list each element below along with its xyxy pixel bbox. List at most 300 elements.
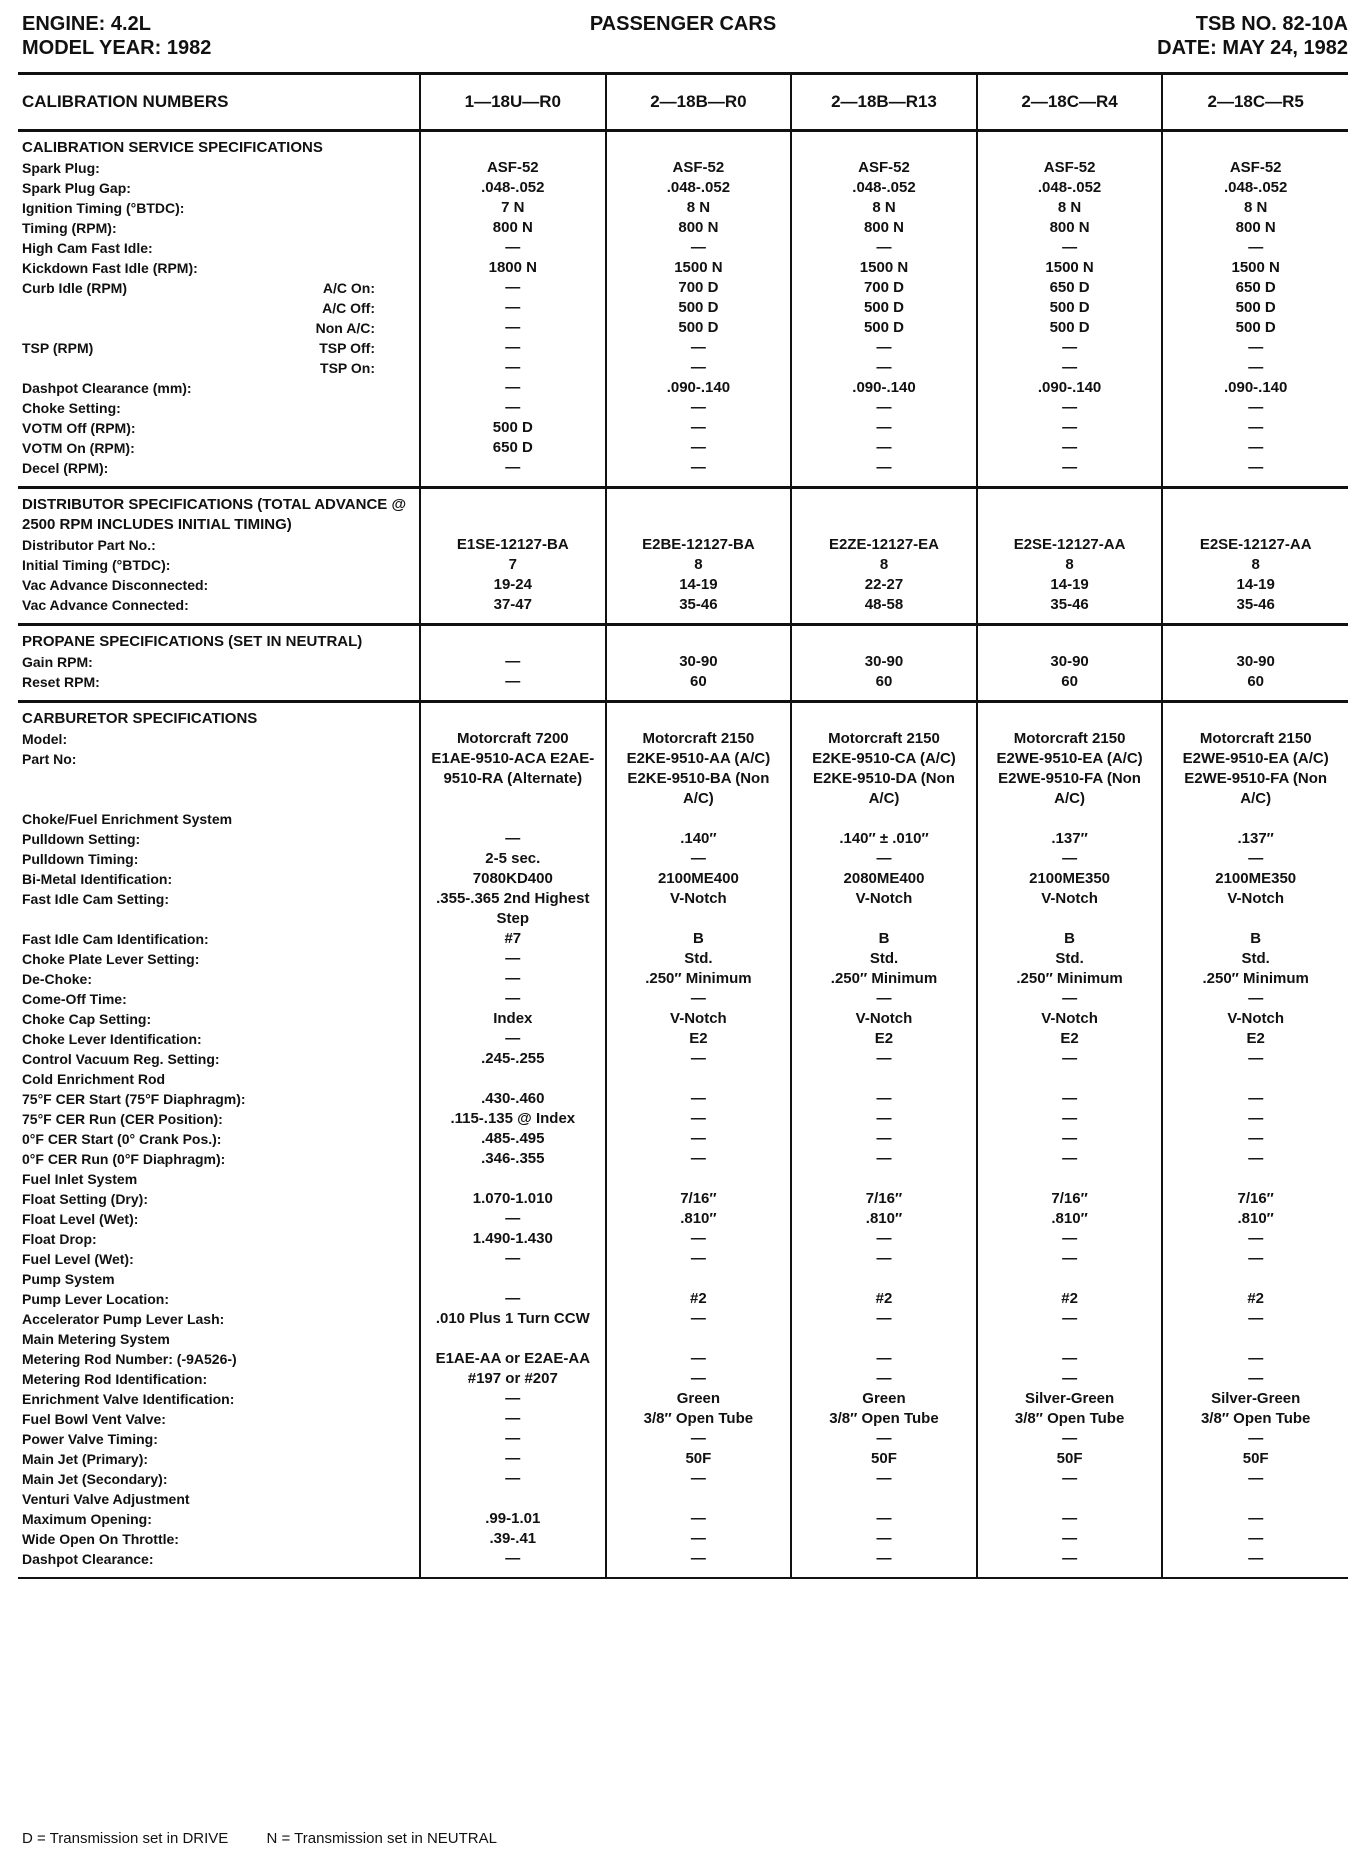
column-heading: 2—18C—R5 — [1162, 74, 1348, 131]
spacer-cell — [606, 478, 792, 488]
cell-value: — — [876, 439, 892, 456]
value-cell — [977, 889, 1163, 929]
row-label: Pump Lever Location: — [22, 1291, 170, 1307]
cell-value: — — [690, 1470, 706, 1487]
table-row — [18, 158, 1348, 178]
table-row — [18, 218, 1348, 238]
table-row — [18, 298, 1348, 318]
value-cell — [977, 358, 1163, 378]
group-row — [18, 1269, 1348, 1289]
value-cell — [606, 158, 792, 178]
row-label-cell — [18, 889, 420, 929]
spacer-cell — [977, 1569, 1163, 1578]
table-row — [18, 829, 1348, 849]
tsb-info — [1157, 12, 1348, 60]
cell-value: — — [690, 419, 706, 436]
spacer-cell — [977, 692, 1163, 702]
spacer-cell — [18, 692, 420, 702]
value-cell — [606, 178, 792, 198]
spacer-cell — [1162, 1569, 1348, 1578]
spacer-cell — [606, 1569, 792, 1578]
row-sublabel — [375, 1309, 415, 1329]
table-row — [18, 672, 1348, 692]
value-cell — [977, 1209, 1163, 1229]
value-cell — [420, 929, 606, 949]
row-label-cell — [18, 1209, 420, 1229]
table-row — [18, 949, 1348, 969]
group-title: Choke/Fuel Enrichment System — [22, 811, 233, 827]
value-cell — [420, 1449, 606, 1469]
cell-value: Motorcraft 7200 — [456, 730, 569, 747]
value-cell — [791, 672, 977, 692]
row-label: Fast Idle Cam Identification: — [22, 931, 209, 947]
cell-value: — — [690, 1090, 706, 1107]
cell-value: — — [1248, 1050, 1264, 1067]
cell-value: — — [505, 399, 521, 416]
column-heading: 1—18U—R0 — [420, 74, 606, 131]
cell-value: — — [505, 1210, 521, 1227]
row-sublabel — [375, 969, 415, 989]
cell-value: — — [505, 359, 521, 376]
value-cell — [606, 1109, 792, 1129]
row-label-cell — [18, 1429, 420, 1449]
cell-value: .810″ — [680, 1210, 717, 1227]
spacer-cell — [791, 1069, 977, 1089]
cell-value: — — [1248, 1430, 1264, 1447]
row-label: Main Jet (Primary): — [22, 1451, 149, 1467]
cell-value: V-Notch — [855, 1010, 913, 1027]
cell-value: 500 D — [1049, 319, 1090, 336]
value-cell — [1162, 398, 1348, 418]
value-cell — [791, 318, 977, 338]
spacer-cell — [606, 1329, 792, 1349]
tsb-number: TSB NO. 82-10A — [1195, 13, 1348, 35]
value-cell — [1162, 1289, 1348, 1309]
row-sublabel — [375, 1529, 415, 1549]
column-heading: 2—18B—R13 — [791, 74, 977, 131]
cell-value: Std. — [869, 950, 899, 967]
row-label: 0°F CER Run (0°F Diaphragm): — [22, 1151, 226, 1167]
cell-value: .048-.052 — [666, 179, 731, 196]
cell-value: — — [1248, 1550, 1264, 1567]
row-sublabel — [375, 378, 415, 398]
tsb-date: DATE: MAY 24, 1982 — [1157, 37, 1348, 59]
group-row — [18, 1069, 1348, 1089]
table-row — [18, 1309, 1348, 1329]
group-row — [18, 809, 1348, 829]
value-cell — [977, 1249, 1163, 1269]
spacer-cell — [420, 1069, 606, 1089]
cell-value: — — [876, 1050, 892, 1067]
spacer-cell — [791, 1489, 977, 1509]
value-cell — [791, 1249, 977, 1269]
value-cell — [1162, 218, 1348, 238]
row-label-cell — [18, 318, 420, 338]
value-cell — [606, 318, 792, 338]
section-title: PROPANE SPECIFICATIONS (SET IN NEUTRAL) — [18, 625, 420, 653]
cell-value: #197 or #207 — [467, 1370, 558, 1387]
cell-value: 37-47 — [493, 596, 532, 613]
cell-value: 30-90 — [864, 653, 904, 670]
cell-value: — — [1062, 850, 1078, 867]
row-label-cell — [18, 575, 420, 595]
row-sublabel — [375, 178, 415, 198]
cell-value: — — [876, 359, 892, 376]
row-sublabel: A/C On: — [322, 280, 375, 296]
value-cell — [420, 1529, 606, 1549]
value-cell — [791, 729, 977, 749]
value-cell — [606, 1129, 792, 1149]
value-cell — [606, 1409, 792, 1429]
row-label: 75°F CER Start (75°F Diaphragm): — [22, 1091, 246, 1107]
row-label: Reset RPM: — [22, 674, 100, 690]
value-cell — [791, 869, 977, 889]
row-label: De-Choke: — [22, 971, 93, 987]
value-cell — [1162, 949, 1348, 969]
row-sublabel — [375, 1009, 415, 1029]
row-label-cell — [18, 1089, 420, 1109]
section-title: DISTRIBUTOR SPECIFICATIONS (TOTAL ADVANCE @ 2500 RPM INCLUDES INITIAL TIMING) — [18, 488, 420, 536]
cell-value: 7/16″ — [680, 1190, 717, 1207]
row-label: Choke Cap Setting: — [22, 1011, 152, 1027]
cell-value: 800 N — [1049, 219, 1090, 236]
row-label-cell — [18, 1549, 420, 1569]
row-label: Pulldown Setting: — [22, 831, 141, 847]
value-cell — [1162, 1429, 1348, 1449]
value-cell — [791, 1109, 977, 1129]
spacer-cell — [18, 615, 420, 625]
table-row — [18, 849, 1348, 869]
value-cell — [791, 969, 977, 989]
cell-value: 2100ME400 — [657, 870, 739, 887]
cell-value: 650 D — [1049, 279, 1090, 296]
value-cell — [420, 1509, 606, 1529]
cell-value: — — [1062, 1110, 1078, 1127]
cell-value: B — [878, 930, 890, 947]
row-sublabel — [375, 535, 415, 555]
row-sublabel — [375, 949, 415, 969]
value-cell — [977, 1389, 1163, 1409]
value-cell — [1162, 969, 1348, 989]
value-cell — [420, 555, 606, 575]
row-sublabel — [375, 652, 415, 672]
value-cell — [791, 238, 977, 258]
spacer-cell — [977, 131, 1163, 159]
row-label-cell — [18, 178, 420, 198]
spacer-cell — [420, 1269, 606, 1289]
cell-value: Std. — [1241, 950, 1270, 967]
value-cell — [606, 298, 792, 318]
value-cell — [606, 595, 792, 615]
group-title: Pump System — [22, 1271, 115, 1287]
cell-value: V-Notch — [1227, 890, 1285, 907]
value-cell — [1162, 158, 1348, 178]
value-cell — [420, 338, 606, 358]
cell-value: — — [505, 239, 521, 256]
cell-value: 7 — [508, 556, 517, 573]
value-cell — [606, 398, 792, 418]
cell-value: — — [690, 850, 706, 867]
row-label-cell — [18, 218, 420, 238]
spacer-cell — [606, 809, 792, 829]
table-row — [18, 378, 1348, 398]
cell-value: — — [690, 1110, 706, 1127]
cell-value: .090-.140 — [666, 379, 731, 396]
spacer-cell — [420, 615, 606, 625]
cell-value: — — [1248, 1230, 1264, 1247]
row-label: Maximum Opening: — [22, 1511, 152, 1527]
row-label-cell — [18, 1469, 420, 1489]
row-label-cell — [18, 829, 420, 849]
cell-value: — — [690, 990, 706, 1007]
table-row — [18, 1509, 1348, 1529]
value-cell — [606, 1089, 792, 1109]
cell-value: — — [505, 1250, 521, 1267]
table-row — [18, 178, 1348, 198]
cell-value: 1500 N — [859, 259, 909, 276]
value-cell — [791, 418, 977, 438]
table-row — [18, 318, 1348, 338]
table-row — [18, 238, 1348, 258]
value-cell — [420, 418, 606, 438]
value-cell — [791, 298, 977, 318]
value-cell — [977, 338, 1163, 358]
spacer-cell — [420, 131, 606, 159]
value-cell — [791, 1509, 977, 1529]
value-cell — [791, 1449, 977, 1469]
cell-value: .355-.365 2nd Highest Step — [436, 890, 590, 927]
row-label-cell — [18, 1049, 420, 1069]
section-title: CARBURETOR SPECIFICATIONS — [18, 702, 420, 730]
value-cell — [606, 338, 792, 358]
value-cell — [420, 1109, 606, 1129]
value-cell — [606, 458, 792, 478]
row-label: Power Valve Timing: — [22, 1431, 158, 1447]
cell-value: — — [876, 1550, 892, 1567]
group-row — [18, 1489, 1348, 1509]
row-label: Curb Idle (RPM) — [22, 280, 127, 296]
cell-value: 7 N — [501, 199, 525, 216]
row-sublabel — [375, 1229, 415, 1249]
cell-value: — — [1248, 1250, 1264, 1267]
cell-value: 35-46 — [679, 596, 718, 613]
calibration-numbers-heading: CALIBRATION NUMBERS — [18, 74, 420, 131]
cell-value: V-Notch — [1227, 1010, 1285, 1027]
value-cell — [420, 575, 606, 595]
value-cell — [606, 278, 792, 298]
table-row — [18, 1549, 1348, 1569]
value-cell — [1162, 378, 1348, 398]
value-cell — [1162, 338, 1348, 358]
value-cell — [791, 595, 977, 615]
spacer-cell — [791, 1269, 977, 1289]
value-cell — [977, 749, 1163, 809]
value-cell — [791, 438, 977, 458]
row-sublabel — [375, 438, 415, 458]
value-cell — [1162, 989, 1348, 1009]
cell-value: Index — [493, 1010, 533, 1027]
cell-value: E2KE-9510-AA (A/C) E2KE-9510-BA (Non A/C) — [626, 750, 771, 807]
value-cell — [977, 1349, 1163, 1369]
table-row — [18, 729, 1348, 749]
value-cell — [791, 949, 977, 969]
cell-value: — — [1248, 419, 1264, 436]
table-row — [18, 1249, 1348, 1269]
cell-value: .810″ — [1051, 1210, 1088, 1227]
value-cell — [977, 1429, 1163, 1449]
cell-value: .010 Plus 1 Turn CCW — [435, 1310, 590, 1327]
cell-value: — — [1248, 1350, 1264, 1367]
value-cell — [791, 198, 977, 218]
cell-value: — — [876, 1510, 892, 1527]
cell-value: — — [1062, 1550, 1078, 1567]
value-cell — [420, 989, 606, 1009]
spacer-cell — [791, 625, 977, 653]
value-cell — [606, 652, 792, 672]
value-cell — [1162, 555, 1348, 575]
row-label-cell — [18, 1409, 420, 1429]
cell-value: 1800 N — [488, 259, 537, 276]
row-label-cell — [18, 1289, 420, 1309]
value-cell — [606, 1529, 792, 1549]
cell-value: — — [505, 1290, 521, 1307]
cell-value: 50F — [1242, 1450, 1269, 1467]
cell-value: .430-.460 — [481, 1090, 545, 1107]
value-cell — [1162, 1369, 1348, 1389]
value-cell — [1162, 458, 1348, 478]
row-label: Dashpot Clearance: — [22, 1551, 154, 1567]
group-title: Main Metering System — [22, 1331, 170, 1347]
row-label-cell — [18, 398, 420, 418]
row-sublabel — [375, 1029, 415, 1049]
value-cell — [791, 1009, 977, 1029]
value-cell — [791, 1349, 977, 1369]
value-cell — [606, 378, 792, 398]
value-cell — [977, 198, 1163, 218]
cell-value: 14-19 — [1236, 576, 1275, 593]
spacer-cell — [1162, 1069, 1348, 1089]
cell-value: 8 N — [1244, 199, 1268, 216]
section-title: CALIBRATION SERVICE SPECIFICATIONS — [18, 131, 420, 159]
value-cell — [606, 218, 792, 238]
row-sublabel — [375, 1049, 415, 1069]
cell-value: 8 N — [686, 199, 711, 216]
cell-value: — — [1062, 1470, 1078, 1487]
value-cell — [420, 749, 606, 809]
value-cell — [420, 889, 606, 929]
value-cell — [977, 238, 1163, 258]
row-sublabel — [375, 238, 415, 258]
value-cell — [1162, 1009, 1348, 1029]
value-cell — [977, 969, 1163, 989]
row-label: Fuel Bowl Vent Valve: — [22, 1411, 166, 1427]
cell-value: 60 — [875, 673, 893, 690]
cell-value: — — [690, 1550, 706, 1567]
table-row — [18, 1409, 1348, 1429]
table-row — [18, 1109, 1348, 1129]
cell-value: 800 N — [492, 219, 533, 236]
cell-value: — — [1062, 1130, 1078, 1147]
section-spacer — [18, 615, 1348, 625]
value-cell — [420, 218, 606, 238]
cell-value: 8 — [694, 556, 703, 573]
cell-value: 14-19 — [679, 576, 718, 593]
value-cell — [977, 458, 1163, 478]
row-label: Come-Off Time: — [22, 991, 127, 1007]
column-heading: 2—18B—R0 — [606, 74, 792, 131]
cell-value: — — [505, 830, 521, 847]
row-label-cell — [18, 1449, 420, 1469]
table-row — [18, 398, 1348, 418]
spacer-cell — [977, 1329, 1163, 1349]
value-cell — [606, 869, 792, 889]
cell-value: — — [1248, 439, 1264, 456]
value-cell — [1162, 178, 1348, 198]
cell-value: — — [505, 379, 521, 396]
value-cell — [420, 1549, 606, 1569]
cell-value: — — [876, 1250, 892, 1267]
row-label-cell — [18, 238, 420, 258]
value-cell — [977, 575, 1163, 595]
table-row — [18, 278, 1348, 298]
row-label-cell — [18, 258, 420, 278]
value-cell — [977, 178, 1163, 198]
value-cell — [791, 889, 977, 929]
spacer-cell — [606, 488, 792, 536]
row-label: 0°F CER Start (0° Crank Pos.): — [22, 1131, 222, 1147]
section-spacer — [18, 478, 1348, 488]
cell-value: Green — [676, 1390, 721, 1407]
page-header — [18, 8, 1348, 72]
cell-value: E1AE-9510-ACA E2AE-9510-RA (Alternate) — [431, 750, 595, 787]
value-cell — [1162, 1449, 1348, 1469]
cell-value: — — [1062, 1150, 1078, 1167]
section-title-row — [18, 488, 1348, 536]
cell-value: 2100ME350 — [1215, 870, 1297, 887]
value-cell — [791, 749, 977, 809]
cell-value: — — [690, 1510, 706, 1527]
value-cell — [606, 1549, 792, 1569]
cell-value: .250″ Minimum — [645, 970, 752, 987]
cell-value: .346-.355 — [481, 1150, 545, 1167]
value-cell — [420, 1429, 606, 1449]
table-row — [18, 1429, 1348, 1449]
row-label: 75°F CER Run (CER Position): — [22, 1111, 223, 1127]
spacer-cell — [791, 478, 977, 488]
table-row — [18, 1209, 1348, 1229]
cell-value: ASF-52 — [1043, 159, 1096, 176]
table-row — [18, 258, 1348, 278]
spacer-cell — [977, 615, 1163, 625]
spacer-cell — [1162, 1489, 1348, 1509]
spacer-cell — [420, 1169, 606, 1189]
row-sublabel — [375, 575, 415, 595]
row-sublabel — [375, 198, 415, 218]
spacer-cell — [1162, 131, 1348, 159]
row-label-cell — [18, 1229, 420, 1249]
spacer-cell — [420, 1489, 606, 1509]
value-cell — [1162, 849, 1348, 869]
cell-value: 500 D — [492, 419, 533, 436]
cell-value: #2 — [690, 1290, 707, 1307]
spacer-cell — [420, 702, 606, 730]
cell-value: #2 — [875, 1290, 893, 1307]
value-cell — [606, 358, 792, 378]
row-sublabel — [375, 749, 415, 769]
value-cell — [420, 238, 606, 258]
cell-value: — — [876, 1230, 892, 1247]
cell-value: .250″ Minimum — [1202, 970, 1309, 987]
